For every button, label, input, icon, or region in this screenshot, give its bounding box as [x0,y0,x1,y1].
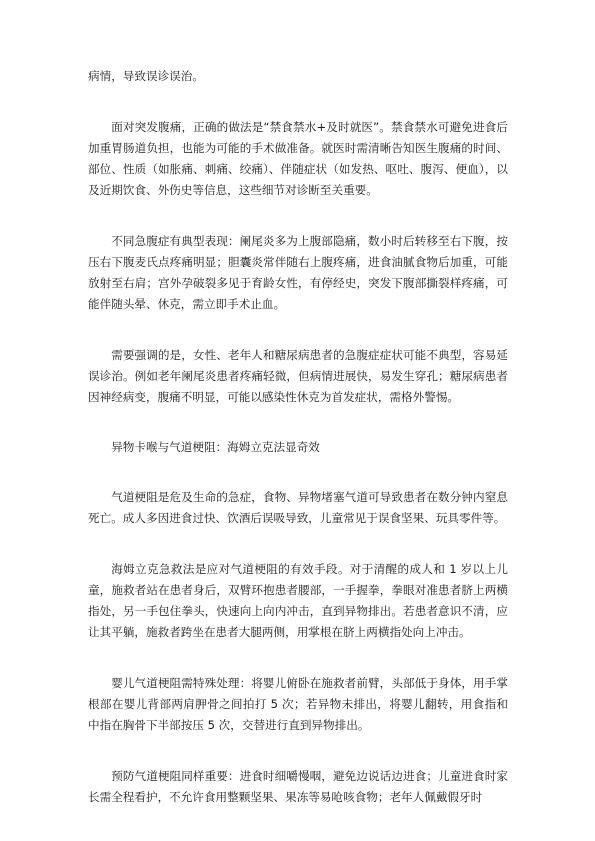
paragraph-continuation: 病情，导致误诊误治。 [88,69,204,83]
paragraph-acute-abdomen-types: 不同急腹症有典型表现：阑尾炎多为上腹部隐痛，数小时后转移至右下腹，按压右下腹麦氏点疼痛明显；胆囊炎常伴随右上腹疼痛，进食油腻食物后加重，可能放射至右肩；宫外孕破裂多见于育龄女性，有停经史，突发下腹部撕裂样疼痛，可能伴随头晕、休克，需立即手术止血。 [88,234,508,311]
paragraph-heimlich-maneuver: 海姆立克急救法是应对气道梗阻的有效手段。对于清醒的成人和 1 岁以上儿童，施救者站在患者身后，双臂环抱患者腰部，一手握拳，拳眼对准患者脐上两横指处，另一手包住拳头，快速向上向内冲击，直到异物排出。若患者意识不清，应让其平躺，施救者跨坐在患者大腿两侧，用掌根在脐上两横指处向上冲击。 [88,562,508,639]
section-heading: 异物卡喉与气道梗阻：海姆立克法显奇效 [111,440,320,454]
paragraph-abdominal-pain-response: 面对突发腹痛，正确的做法是“禁食禁水+及时就医”。禁食禁水可避免进食后加重胃肠道负担，也能为可能的手术做准备。就医时需清晰告知医生腹痛的时间、部位、性质（如胀痛、刺痛、绞痛）、伴随症状（如发热、呕吐、腹泻、便血），以及近期饮食、外伤史等信息，这些细节对诊断至关重要。 [88,120,508,197]
paragraph-airway-obstruction: 气道梗阻是危及生命的急症，食物、异物堵塞气道可导致患者在数分钟内窒息死亡。成人多因进食过快、饮酒后误吸导致，儿童常见于误食坚果、玩具零件等。 [88,490,508,525]
paragraph-infant-obstruction: 婴儿气道梗阻需特殊处理：将婴儿俯卧在施救者前臂，头部低于身体，用手掌根部在婴儿背部两肩胛骨之间拍打 5 次；若异物未排出，将婴儿翻转，用食指和中指在胸骨下半部按压 5 次，交替进行直到异物排出。 [88,676,508,732]
paragraph-atypical-symptoms: 需要强调的是，女性、老年人和糖尿病患者的急腹症症状可能不典型，容易延误诊治。例如老年阑尾炎患者疼痛轻微，但病情进展快，易发生穿孔；糖尿病患者因神经病变，腹痛不明显，可能以感染性休克为首发症状，需格外警惕。 [88,348,508,404]
document-body [88,66,508,808]
paragraph-prevention: 预防气道梗阻同样重要：进食时细嚼慢咽，避免边说话边进食；儿童进食时家长需全程看护，不允许食用整颗坚果、果冻等易呛咳食物；老年人佩戴假牙时 [88,769,508,804]
